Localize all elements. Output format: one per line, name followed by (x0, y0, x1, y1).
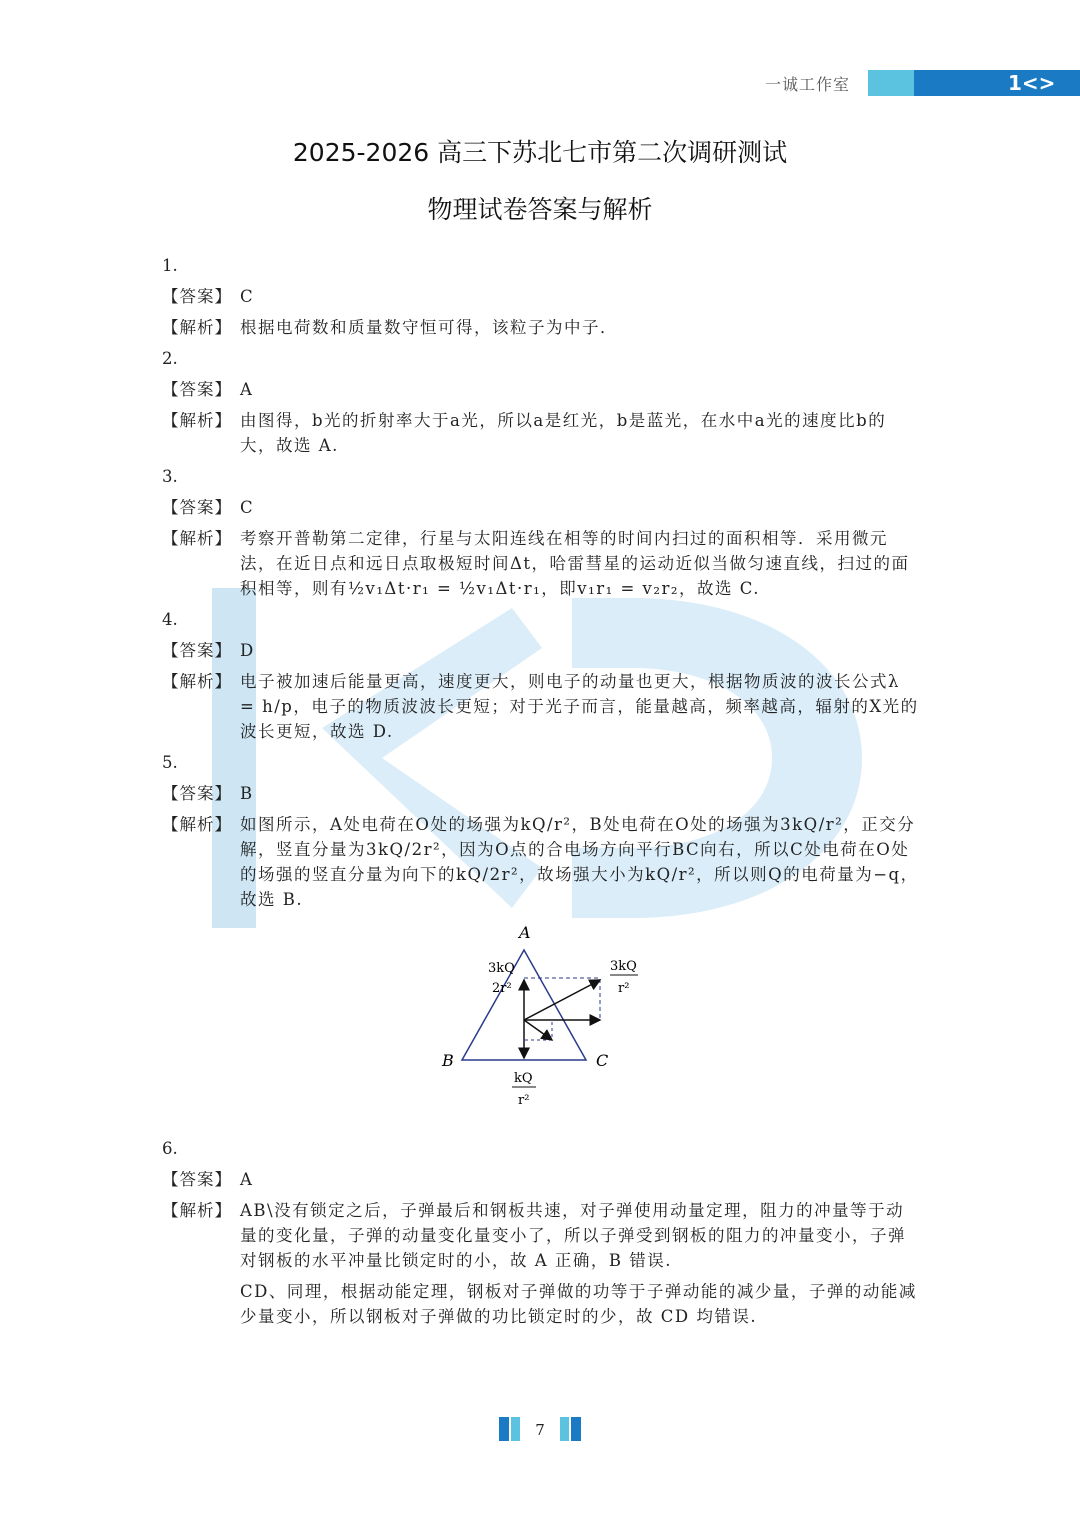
footer-bar (499, 1417, 509, 1441)
question-number: 3. (162, 467, 178, 486)
answer-label: 【答案】 (162, 641, 232, 660)
field-vector-b (524, 980, 600, 1020)
page-header (0, 70, 1080, 96)
label-top-right-denominator: r² (618, 981, 630, 996)
answer-label: 【答案】 (162, 1170, 232, 1189)
answer-row (162, 638, 922, 663)
title-line-1: 2025-2026 高三下苏北七市第二次调研测试 (292, 138, 788, 167)
answer-value: C (240, 287, 255, 306)
page-footer (0, 1417, 1080, 1443)
question-1 (162, 253, 922, 340)
label-bottom-denominator: r² (518, 1093, 530, 1108)
label-top-left-numerator: 3kQ (488, 961, 515, 976)
analysis-text: 电子被加速后能量更高，速度更大，则电子的动量也更大，根据物质波的波长公式λ = h/p，电子的物质波波长更短；对于光子而言，能量越高，频率越高，辐射的X光的波长更短，故选 D. (240, 672, 919, 741)
label-bottom-numerator: kQ (514, 1071, 533, 1086)
analysis-text: 考察开普勒第二定律，行星与太阳连线在相等的时间内扫过的面积相等．采用微元法，在近日点和远日点取极短时间Δt，哈雷彗星的运动近似当做匀速直线，扫过的面积相等，则有½v₁Δt·r₁ = ½v₁Δt·r₁，即v₁r₁ = v₂r₂，故选 C. (240, 529, 910, 598)
answer-value: B (240, 784, 254, 803)
footer-bar (571, 1417, 581, 1441)
answer-row (162, 781, 922, 806)
analysis-text: AB\没有锁定之后，子弹最后和钢板共速，对子弹使用动量定理，阻力的冲量等于动量的变化量，子弹的动量变化量变小了，所以子弹受到钢板的阻力的冲量变小，子弹对钢板的水平冲量比锁定时的小，故 A 正确，B 错误. (240, 1201, 906, 1270)
analysis-label: 【解析】 (162, 672, 232, 691)
answer-label: 【答案】 (162, 287, 232, 306)
question-6 (162, 1136, 922, 1329)
vertex-c-label: C (596, 1051, 609, 1070)
answer-row (162, 495, 922, 520)
analysis-row (162, 408, 922, 458)
footer-bar (511, 1417, 520, 1441)
answer-label: 【答案】 (162, 380, 232, 399)
label-top-left-denominator: 2r² (492, 981, 512, 996)
question-number: 6. (162, 1139, 178, 1158)
header-bar-light (868, 70, 914, 96)
answer-label: 【答案】 (162, 784, 232, 803)
answer-label: 【答案】 (162, 498, 232, 517)
analysis-body (240, 1198, 922, 1329)
analysis-text: 根据电荷数和质量数守恒可得，该粒子为中子． (240, 318, 618, 337)
answer-value: C (240, 498, 255, 517)
field-vector-c (524, 1020, 552, 1040)
question-number: 4. (162, 610, 178, 629)
answer-row (162, 284, 922, 309)
analysis-row (162, 526, 922, 601)
answer-value: D (240, 641, 255, 660)
title-line-2: 物理试卷答案与解析 (427, 195, 653, 224)
analysis-row (162, 812, 922, 912)
field-diagram (424, 920, 644, 1120)
answer-row (162, 1167, 922, 1192)
vertex-a-label: A (519, 923, 531, 942)
question-3 (162, 464, 922, 601)
answer-content (162, 247, 922, 1331)
analysis-row (162, 1198, 922, 1329)
analysis-text-2: CD、同理，根据动能定理，钢板对子弹做的功等于子弹动能的减少量，子弹的动能减少量变小，所以钢板对子弹做的功比锁定时的少，故 CD 均错误. (240, 1282, 917, 1326)
analysis-text: 由图得，b光的折射率大于a光，所以a是红光，b是蓝光，在水中a光的速度比b的大，故选 A. (240, 411, 887, 455)
vertex-b-label: B (442, 1051, 454, 1070)
answer-row (162, 377, 922, 402)
analysis-label: 【解析】 (162, 529, 232, 548)
analysis-label: 【解析】 (162, 318, 232, 337)
question-number: 2. (162, 349, 178, 368)
answer-value: A (240, 1170, 254, 1189)
analysis-text: 如图所示，A处电荷在O处的场强为kQ/r²，B处电荷在O处的场强为3kQ/r²，正交分解，竖直分量为3kQ/2r²，因为O点的合电场方向平行BC向右，所以C处电荷在O处的场强的竖直分量为向下的kQ/2r²，故场强大小为kQ/r²，所以则Q的电荷量为−q，故选 B. (240, 815, 919, 909)
page-number: 7 (535, 1421, 545, 1439)
label-top-right-numerator: 3kQ (610, 959, 637, 974)
question-number: 5. (162, 753, 178, 772)
question-4 (162, 607, 922, 744)
studio-logo: 1<> (1008, 71, 1056, 95)
analysis-row (162, 669, 922, 744)
analysis-label: 【解析】 (162, 815, 232, 834)
question-5 (162, 750, 922, 1120)
question-number: 1. (162, 256, 178, 275)
analysis-row (162, 315, 922, 340)
studio-name: 一诚工作室 (764, 75, 850, 94)
answer-value: A (240, 380, 254, 399)
question-2 (162, 346, 922, 458)
analysis-label: 【解析】 (162, 411, 232, 430)
analysis-label: 【解析】 (162, 1201, 232, 1220)
footer-bar (560, 1417, 569, 1441)
